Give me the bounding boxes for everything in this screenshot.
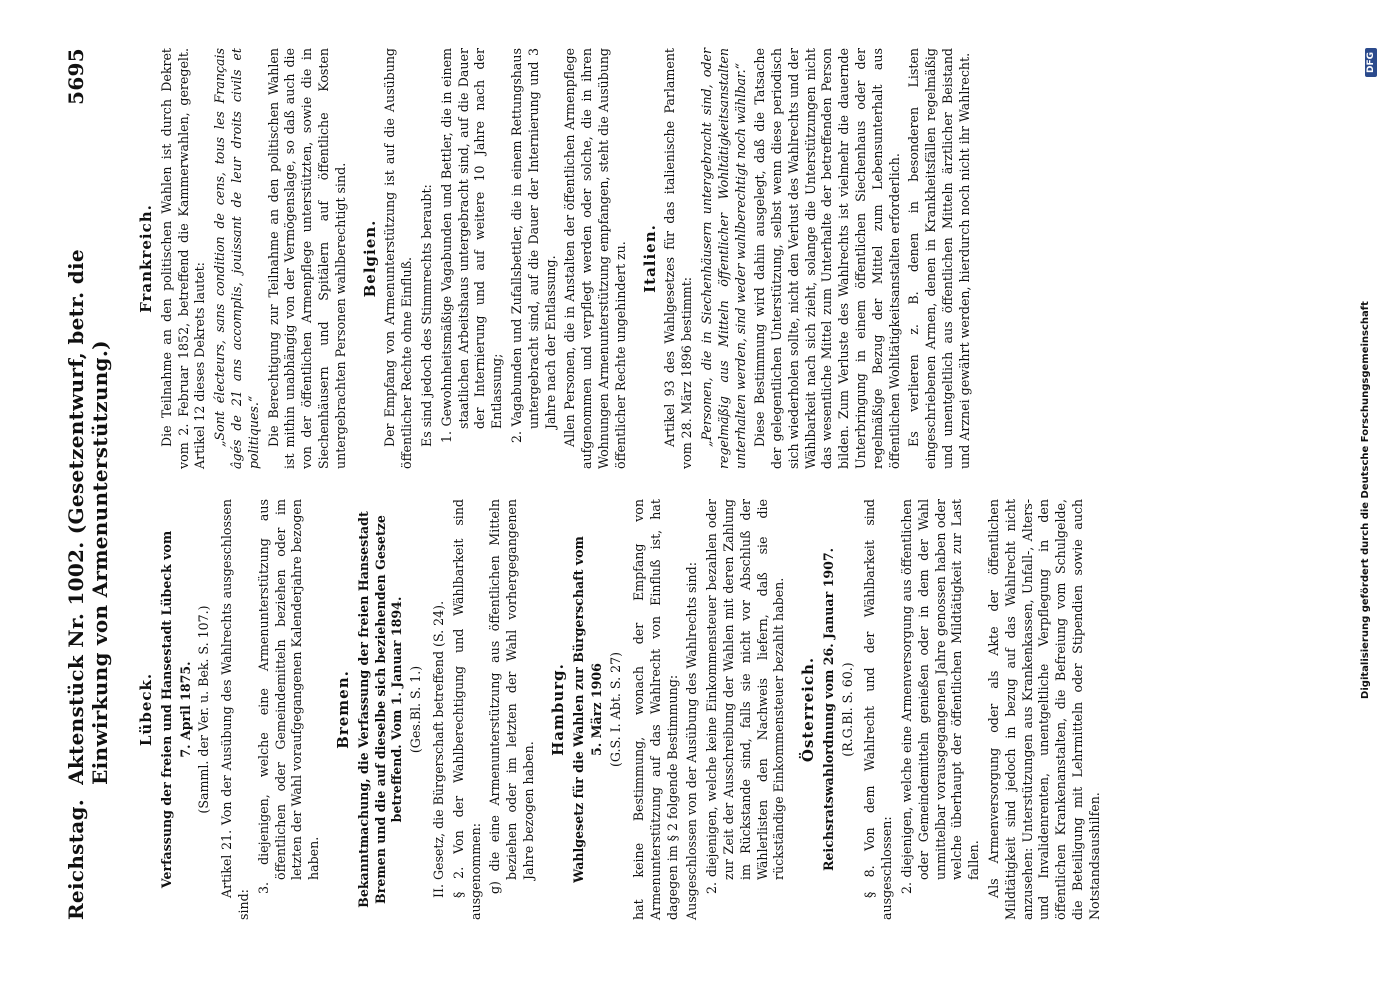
luebeck-law-title: Verfassung der freien und Hansestadt Lübeck vom	[158, 530, 174, 889]
text-columns	[126, 48, 1107, 920]
paragraph: 1. Gewohnheitsmäßige Vagabunden und Bettler, die in einem staatlichen Arbeitshaus untergebracht sind, auf die Dauer der Internierung und auf weitere 10 Jahre nach der Entlassung;	[438, 48, 505, 443]
bremen-source: (Ges.Bl. S. 1.)	[408, 665, 424, 754]
paragraph: § 2. Von der Wahlberechtigung und Wählbarkeit sind ausgenommen:	[450, 499, 483, 920]
hamburg-source: (G.S. I. Abt. S. 27)	[608, 651, 624, 768]
paragraph: 2. diejenigen, welche keine Einkommensteuer bezahlen oder zur Zeit der Ausschreibung der Wahlen mit deren Zahlung im Rückstande sind, falls sie nicht vor Abschluß der Wählerlisten den Nachweis liefern, daß sie die rückständige Einkommensteuer bezahlt haben.	[704, 499, 787, 894]
paragraph: II. Gesetz, die Bürgerschaft betreffend (S. 24).	[430, 600, 446, 898]
section-heading-italien: Italien.	[640, 224, 659, 293]
section-heading-belgien: Belgien.	[360, 219, 379, 298]
dfg-logo: DFG	[1365, 48, 1377, 77]
section-heading-hamburg: Hamburg.	[548, 663, 567, 756]
running-head-left: Reichstag.	[64, 798, 88, 920]
section-heading-bremen: Bremen.	[333, 670, 352, 749]
oesterreich-source: (R.G.Bl. S. 60.)	[839, 662, 855, 757]
section-heading-oesterreich: Österreich.	[799, 656, 818, 763]
quote-paragraph: „Personen, die in Siechenhäusern untergebracht sind, oder regelmäßig aus Mitteln öffentlicher Wohltätigkeitsanstalten unterhalten werden, sind weder wahlberechtigt noch wählbar.“	[698, 48, 748, 469]
page-number: 5695	[64, 48, 88, 105]
bremen-law-title: Bekanntmachung, die Verfassung der freien Hansestadt Bremen und die auf dieselbe sich beziehenden Gesetze betreffend. Vom 1. Januar 1894.	[355, 511, 405, 908]
paragraph: g) die eine Armenunterstützung aus öffentlichen Mitteln beziehen oder im letzten der Wahl vorhergegangenen Jahre bezogen haben.	[487, 499, 536, 894]
paragraph: Die Berechtigung zur Teilnahme an den politischen Wahlen ist mithin unabhängig von der Vermögenslage, so daß auch die von der öffentlichen Armenpflege unterstützten, sowie die in Siechenhäusern und Spitälern auf öffentliche Kosten untergebrachten Personen wahlberechtigt sind.	[265, 48, 348, 469]
paragraph: 3. diejenigen, welche eine Armenunterstützung aus öffentlichen oder Gemeindemitteln beziehen oder im letzten der Wahl voraufgegangenen Kalenderjahre bezogen haben.	[255, 499, 322, 894]
paragraph: Der Empfang von Armenunterstützung ist auf die Ausübung öffentlicher Rechte ohne Einfluß.	[382, 48, 415, 469]
paragraph: Diese Bestimmung wird dahin ausgelegt, daß die Tatsache der gelegentlichen Unterstützung, selbst wenn diese periodisch sich wiederholen sollte, nicht den Verlust des Wahlrechts und der Wählbarkeit nach sich zieht, solange die Unterstützungen nicht das wesentliche Mittel zum Unterhalte der betreffenden Person bilden. Zum Verluste des Wahlrechts ist vielmehr die dauernde Unterbringung in einem öffentlichen Siechenhaus oder der regelmäßige Bezug der Mittel zum Lebensunterhalt aus öffentlichen Wohltätigkeitsanstalten erforderlich.	[752, 48, 902, 469]
paragraph: Als Armenversorgung oder als Akte der öffentlichen Mildtätigkeit sind jedoch in bezug auf das Wahlrecht nicht anzusehen: Unterstützungen aus Krankenkassen, Unfall-, Alters- und Invalidenrenten, unentgeltliche Verpflegung in den öffentlichen Krankenanstalten, die Befreiung vom Schulgelde, die Beteiligung mit Lehrmitteln oder Stipendien sowie auch Notstandsaushilfen.	[986, 499, 1102, 920]
luebeck-law-date: 7. April 1875.	[177, 661, 193, 758]
right-column	[126, 48, 1107, 469]
digitization-footer: Digitalisierung gefördert durch die Deutsche Forschungsgemeinschaft	[1360, 301, 1371, 699]
paragraph: Es sind jedoch des Stimmrechts beraubt:	[418, 184, 434, 447]
hamburg-law-date: 5. März 1906	[589, 663, 605, 756]
luebeck-source: (Samml. der Ver. u. Bek. S. 107.)	[196, 605, 212, 814]
running-head	[64, 48, 112, 920]
section-heading-luebeck: Lübeck.	[137, 672, 155, 747]
oesterreich-law-title: Reichsratswahlordnung vom 26. Januar 1907.	[820, 547, 836, 872]
hamburg-law-title: Wahlgesetz für die Wahlen zur Bürgerschaft vom	[570, 536, 586, 883]
paragraph: Die Teilnahme an den politischen Wahlen ist durch Dekret vom 2. Februar 1852, betreffend die Kammerwahlen, geregelt. Artikel 12 dieses Dekrets lautet:	[158, 48, 208, 469]
section-heading-frankreich: Frankreich.	[137, 204, 155, 313]
running-head-title: Aktenstück Nr. 1002. (Gesetzentwurf, betr. die Einwirkung von Armenunterstützung.)	[64, 249, 112, 785]
paragraph: Artikel 93 des Wahlgesetzes für das italienische Parlament vom 28. März 1896 bestimmt:	[662, 48, 695, 469]
paragraph: 2. Vagabunden und Zufallsbettler, die in einem Rettungshaus untergebracht sind, auf die Dauer der Internierung und 3 Jahre nach der Entlassung.	[508, 48, 558, 443]
paragraph: Es verlieren z. B. denen in besonderen Listen eingeschriebenen Armen, denen in Krankheitsfällen regelmäßig und unentgeltlich aus öffentlichen Mitteln ärztlicher Beistand und Arznei gewährt werden, hierdurch noch nicht ihr Wahlrecht.	[906, 48, 972, 469]
paragraph: hat keine Bestimmung, wonach der Empfang von Armenunterstützung auf das Wahlrecht von Einfluß ist, hat dagegen im § 2 folgende Bestimmung:	[630, 499, 680, 920]
paragraph: Ausgeschlossen von der Ausübung des Wahlrechts sind:	[684, 562, 700, 920]
paragraph: Artikel 21. Von der Ausübung des Wahlrechts ausgeschlossen sind:	[219, 499, 251, 920]
paragraph: Allen Personen, die in Anstalten der öffentlichen Armenpflege aufgenommen und verpflegt werden oder solche, die in ihren Wohnungen Armenunterstützung empfangen, steht die Ausübung öffentlicher Rechte ungehindert zu.	[562, 48, 628, 469]
left-column	[126, 499, 1107, 920]
paragraph: 2. diejenigen, welche eine Armenversorgung aus öffentlichen oder Gemeindemitteln genießen oder in dem der Wahl unmittelbar vorausgegangenen Jahre genossen haben oder welche überhaupt der öffentlichen Mildtätigkeit zur Last fallen.	[899, 499, 982, 894]
paragraph: § 8. Von dem Wahlrecht und der Wählbarkeit sind ausgeschlossen:	[862, 499, 895, 920]
quote-paragraph: „Sont électeurs, sans condition de cens, tous les Français âgés de 21 ans accomplis, jouissant de leur droits civils et politiques.“	[212, 48, 261, 469]
